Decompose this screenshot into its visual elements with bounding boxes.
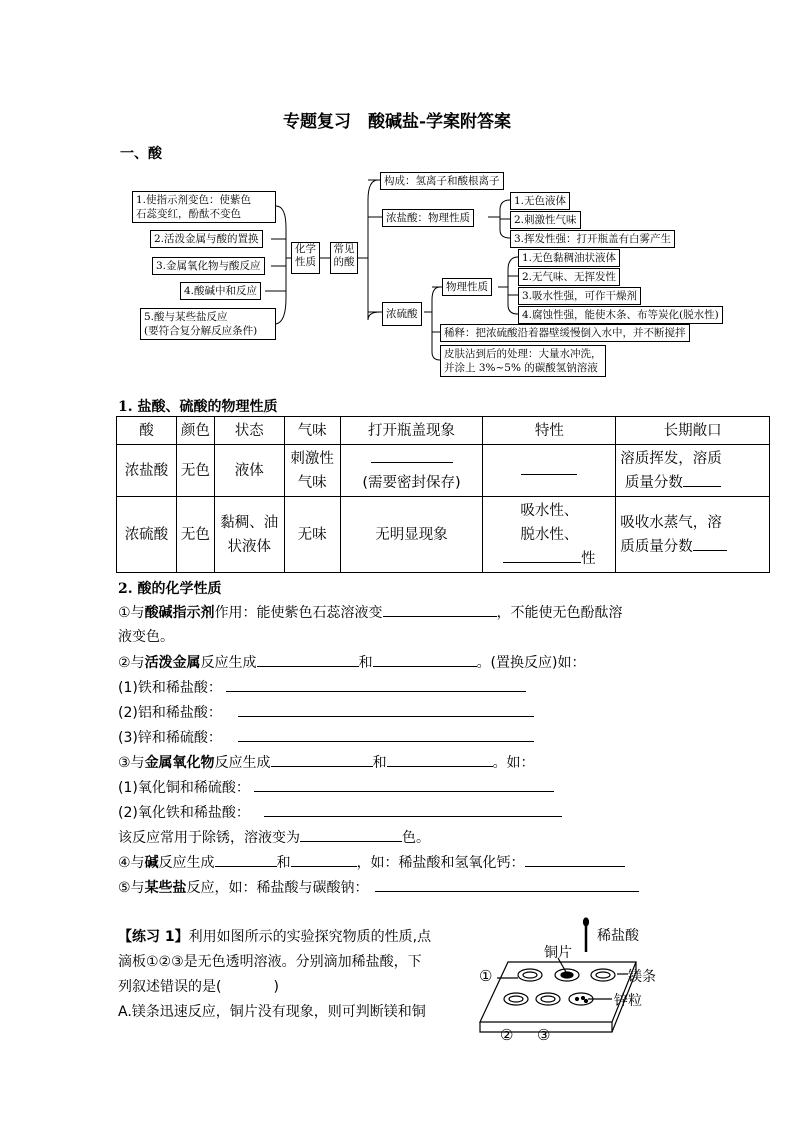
exercise-l3b: ) xyxy=(273,979,279,995)
exercise-l1: 利用如图所示的实验探究物质的性质,点 xyxy=(188,929,432,945)
cell-h2so4-name: 浓硫酸 xyxy=(117,497,177,573)
cell-h2so4-open: 无明显现象 xyxy=(340,497,483,573)
th-exposed: 长期敞口 xyxy=(616,417,770,445)
cell-hcl-smell-1: 刺激性 xyxy=(290,450,334,467)
cell-hcl-state: 液体 xyxy=(214,445,284,497)
l9-a: 该反应常用于除锈，溶液变为 xyxy=(118,830,300,846)
l6-a: ③与 xyxy=(118,755,145,771)
l1-a: ①与 xyxy=(118,605,145,621)
l1-b: 酸碱指示剂 xyxy=(144,605,215,621)
mm-indicator-line2: 石蕊变红，酚酞不变色 xyxy=(136,208,241,220)
mm-phys: 物理性质 xyxy=(442,278,492,296)
chem-line-1b: 液变色。 xyxy=(118,629,174,645)
cell-hcl-exposed-2: 质量分数 xyxy=(624,474,683,491)
mm-skin-line1: 皮肤沾到后的处理：大量水冲洗， xyxy=(444,348,602,360)
l9-b: 色。 xyxy=(402,830,430,846)
cell-h2so4-feature-2: 脱水性、 xyxy=(520,526,579,543)
l8: (2)氧化铁和稀盐酸： xyxy=(118,805,250,821)
mm-dilute: 稀释：把浓硫酸沿着器壁缓慢倒入水中，并不断搅拌 xyxy=(440,324,690,342)
cell-h2so4-feature-3: 性 xyxy=(581,550,596,567)
cell-hcl-exposed-1: 溶质挥发，溶质 xyxy=(620,450,722,467)
th-feature: 特性 xyxy=(483,417,616,445)
l11-a: ⑤与 xyxy=(118,880,145,896)
l3: (1)铁和稀盐酸： xyxy=(118,680,222,696)
mm-composition: 构成：氢离子和酸根离子 xyxy=(380,172,504,190)
mm-common-b: 的酸 xyxy=(333,256,355,268)
th-smell: 气味 xyxy=(284,417,340,445)
mm-hcl: 浓盐酸：物理性质 xyxy=(382,209,474,227)
l2-a: ②与 xyxy=(118,655,145,671)
l11-c: 反应，如：稀盐酸与碳酸钠： xyxy=(186,880,369,896)
label-num-3: ③ xyxy=(537,1026,551,1044)
l1-d: ，不能使无色酚酞溶 xyxy=(496,605,623,621)
mm-metal-oxide: 3.金属氧化物与酸反应 xyxy=(152,257,265,275)
l2-d: 和 xyxy=(358,655,373,671)
l2-c: 反应生成 xyxy=(200,655,257,671)
exercise-line-2: 滴板①②③是无色透明溶液。分别滴加稀盐酸，下 xyxy=(118,954,422,970)
th-state: 状态 xyxy=(214,417,284,445)
l4: (2)铝和稀盐酸： xyxy=(118,705,222,721)
cell-h2so4-exposed-2: 质质量分数 xyxy=(620,538,693,555)
th-open: 打开瓶盖现象 xyxy=(340,417,483,445)
l2-b: 活泼金属 xyxy=(144,655,201,671)
exercise-line-4: A.镁条迅速反应，铜片没有现象，则可判断镁和铜 xyxy=(118,1004,426,1020)
l10-b: 碱 xyxy=(144,855,159,871)
mm-hcl-prop3: 3.挥发性强：打开瓶盖有白雾产生 xyxy=(510,230,675,248)
cell-h2so4-smell: 无味 xyxy=(284,497,340,573)
l6-b: 金属氧化物 xyxy=(144,755,215,771)
l6-e: 。如： xyxy=(492,755,535,771)
cell-hcl-name: 浓盐酸 xyxy=(117,445,177,497)
mm-h2so4-prop4: 4.腐蚀性强，能使木条、布等炭化(脱水性) xyxy=(518,306,723,324)
th-color: 颜色 xyxy=(176,417,214,445)
mm-salt-line1: 5.酸与某些盐反应 xyxy=(144,311,228,323)
exercise-tag: 【练习 1】 xyxy=(118,929,189,945)
label-num-1: ① xyxy=(479,967,493,985)
l10-a: ④与 xyxy=(118,855,145,871)
mm-chem-b: 性质 xyxy=(295,256,316,268)
cell-h2so4-feature-1: 吸水性、 xyxy=(520,502,579,519)
label-dilute-hcl: 稀盐酸 xyxy=(597,928,639,944)
l11-b: 某些盐 xyxy=(144,880,187,896)
cell-h2so4-state-1: 黏稠、油 xyxy=(220,514,279,531)
cell-h2so4-exposed-1: 吸收水蒸气，溶 xyxy=(620,514,722,531)
mm-skin-line2: 并涂上 3%~5% 的碳酸氢钠溶液 xyxy=(444,362,598,374)
mm-neutralization: 4.酸碱中和反应 xyxy=(180,282,261,300)
th-acid: 酸 xyxy=(117,417,177,445)
mm-hcl-prop1: 1.无色液体 xyxy=(510,192,570,210)
mm-metal: 2.活泼金属与酸的置换 xyxy=(150,230,263,248)
l5: (3)锌和稀硫酸： xyxy=(118,730,222,746)
mm-h2so4-prop3: 3.吸水性强，可作干燥剂 xyxy=(518,287,641,305)
section-2-heading: 2. 酸的化学性质 xyxy=(118,581,222,597)
label-num-2: ② xyxy=(500,1026,514,1044)
l6-c: 反应生成 xyxy=(214,755,271,771)
l6-d: 和 xyxy=(372,755,387,771)
cell-h2so4-color: 无色 xyxy=(176,497,214,573)
label-magnesium: 镁条 xyxy=(628,969,656,985)
mm-hcl-prop2: 2.刺激性气味 xyxy=(510,211,581,229)
mm-common-a: 常见 xyxy=(333,243,355,255)
l2-e: 。(置换反应)如： xyxy=(476,655,586,671)
l1-c: 作用：能使紫色石蕊溶液变 xyxy=(214,605,383,621)
cell-hcl-open-note: (需要密封保存) xyxy=(362,474,461,491)
l10-c: 反应生成 xyxy=(158,855,215,871)
l7: (1)氧化铜和稀硫酸： xyxy=(118,780,250,796)
exercise-l3a: 列叙述错误的是( xyxy=(118,979,222,995)
l10-d: 和 xyxy=(276,855,291,871)
label-copper: 铜片 xyxy=(544,945,572,961)
mm-h2so4-prop2: 2.无气味、无挥发性 xyxy=(518,268,620,286)
mm-chem-a: 化学 xyxy=(295,243,316,255)
mm-indicator-line1: 1.使指示剂变色：使紫色 xyxy=(136,194,252,206)
label-zinc: 锌粒 xyxy=(614,993,642,1009)
section-acid-heading: 一、酸 xyxy=(120,146,162,162)
page-title: 专题复习 酸碱盐-学案附答案 xyxy=(282,112,512,132)
cell-hcl-color: 无色 xyxy=(176,445,214,497)
section-1-heading: 1. 盐酸、硫酸的物理性质 xyxy=(118,399,278,415)
mm-h2so4-prop1: 1.无色黏稠油状液体 xyxy=(518,249,620,267)
mm-salt-line2: (要符合复分解反应条件) xyxy=(144,325,258,337)
mm-h2so4: 浓硫酸 xyxy=(382,302,422,326)
l10-e: ，如：稀盐酸和氢氧化钙： xyxy=(356,855,525,871)
cell-h2so4-state-2: 状液体 xyxy=(227,538,271,555)
cell-hcl-smell-2: 气味 xyxy=(297,474,327,491)
